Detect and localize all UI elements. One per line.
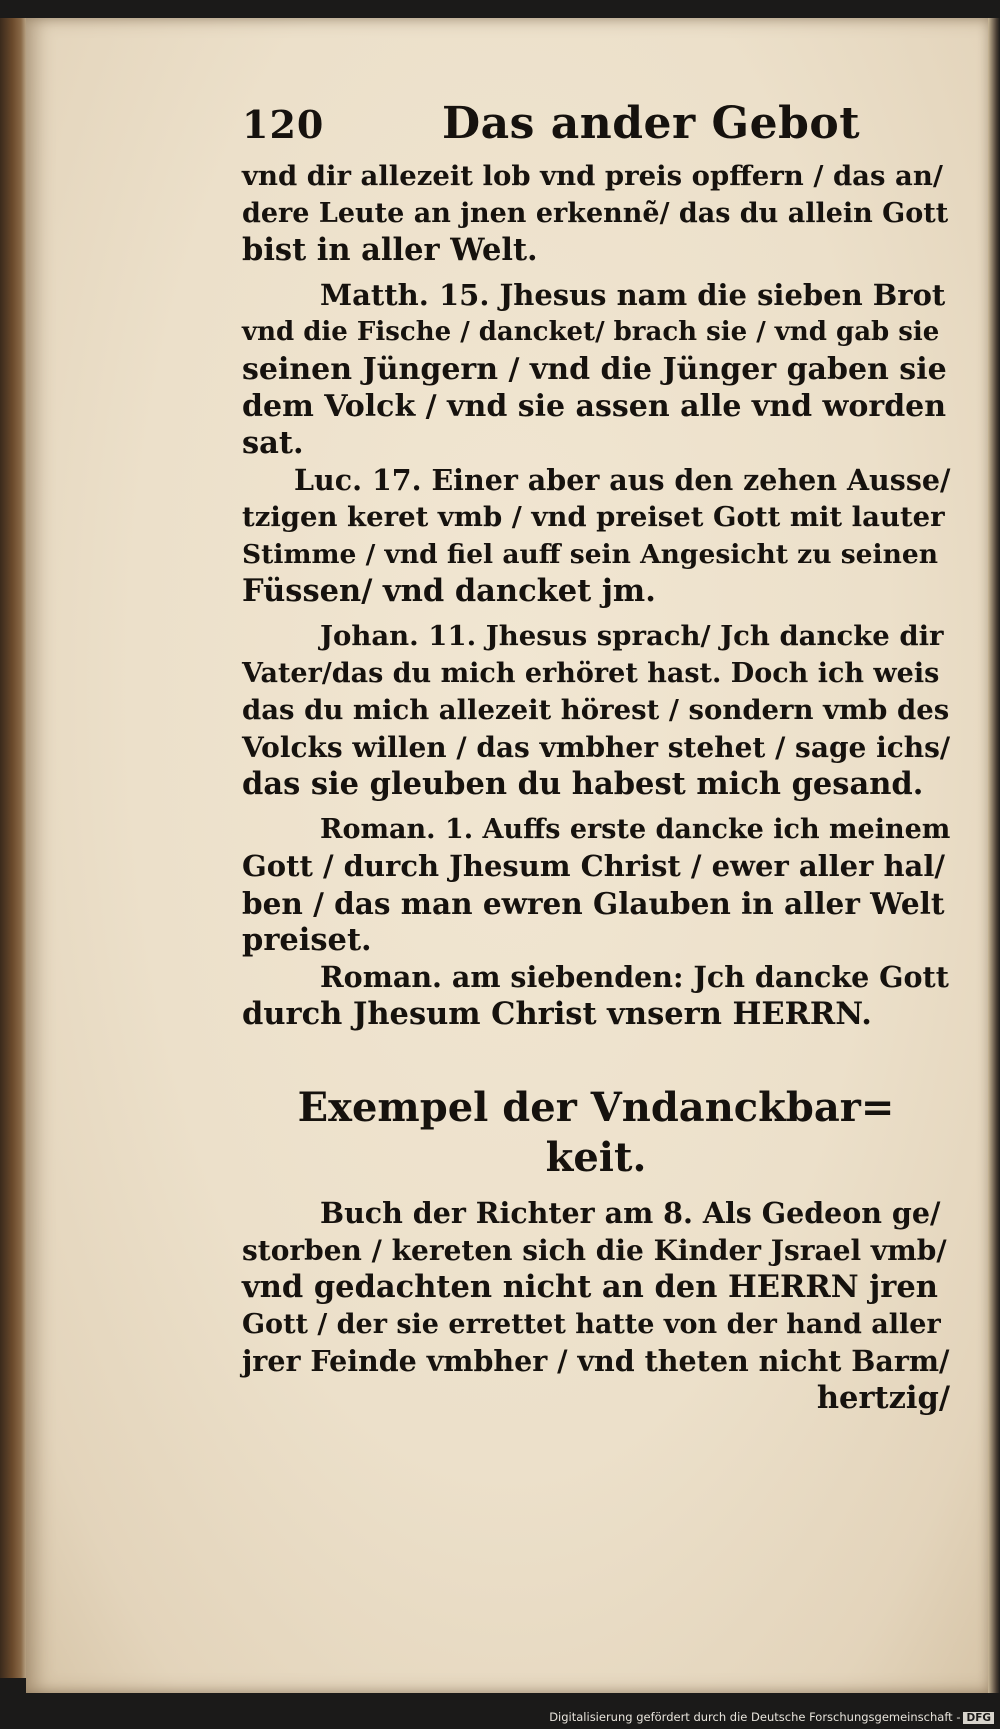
dfg-logo: DFG <box>963 1712 994 1724</box>
section-heading <box>242 1083 950 1183</box>
text-line: Matth. 15. Jhesus nam die sieben Brot <box>320 278 946 312</box>
text-line: Roman. am siebenden: Jch dancke Gott <box>320 960 949 994</box>
text-line: jrer Feinde vmbher / vnd theten nicht Barm/ <box>242 1344 950 1378</box>
catchword: hertzig/ <box>816 1380 950 1416</box>
text-line: vnd die Fische / dancket/ brach sie / vnd gab sie <box>242 317 940 347</box>
text-line: preiset. <box>242 922 372 958</box>
text-line: dere Leute an jnen erkennẽ/ das du allein Gott <box>242 198 949 229</box>
text-line: das du mich allezeit hörest / sondern vmb des <box>242 694 950 726</box>
text-line: Volcks willen / das vmbher stehet / sage ichs/ <box>242 731 951 764</box>
text-line: bist in aller Welt. <box>242 232 538 268</box>
text-line: vnd dir allezeit lob vnd preis opffern / das an/ <box>242 160 943 192</box>
page-number: 120 <box>242 102 325 147</box>
text-line: Gott / der sie errettet hatte von der hand aller <box>242 1309 941 1340</box>
text-line: Stimme / vnd fiel auff sein Angesicht zu seinen <box>242 539 938 570</box>
text-line: Gott / durch Jhesum Christ / ewer aller hal/ <box>242 849 945 883</box>
running-head-title: Das ander Gebot <box>442 98 861 149</box>
paragraph-matthew <box>242 277 950 462</box>
paragraph-john <box>242 618 950 803</box>
text-line: vnd gedachten nicht an den HERRN jren <box>242 1269 938 1305</box>
text-line: Luc. 17. Einer aber aus den zehen Ausse/ <box>294 463 951 497</box>
running-head <box>242 96 950 158</box>
text-line: ben / das man ewren Glauben in aller Welt <box>242 886 945 921</box>
section-heading-line: Exempel der Vndanckbar= <box>297 1084 895 1131</box>
digitization-credit <box>549 1710 994 1724</box>
credit-text: Digitalisierung gefördert durch die Deutsche Forschungsgemeinschaft - <box>549 1710 961 1724</box>
paragraph-romans-1 <box>242 811 950 959</box>
book-spine <box>0 18 28 1678</box>
text-line: Füssen/ vnd dancket jm. <box>242 573 656 609</box>
text-line: tzigen keret vmb / vnd preiset Gott mit lauter <box>242 501 945 533</box>
paragraph-luke <box>242 462 950 610</box>
text-line: Buch der Richter am 8. Als Gedeon ge/ <box>320 1196 941 1230</box>
text-block <box>242 96 950 1417</box>
paragraph-romans-7 <box>242 959 950 1033</box>
text-line: Roman. 1. Auffs erste dancke ich meinem <box>320 814 951 845</box>
text-line: seinen Jüngern / vnd die Jünger gaben sie <box>242 352 947 387</box>
text-line: Johan. 11. Jhesus sprach/ Jch dancke dir <box>320 620 944 652</box>
section-heading-line: keit. <box>545 1134 647 1181</box>
text-line: durch Jhesum Christ vnsern HERRN. <box>242 996 872 1032</box>
paragraph-continuation <box>242 158 950 269</box>
paragraph-judges <box>242 1195 950 1417</box>
page-edge <box>988 18 1000 1693</box>
text-line: das sie gleuben du habest mich gesand. <box>242 766 924 802</box>
text-line: dem Volck / vnd sie assen alle vnd worden <box>242 389 947 424</box>
text-line: sat. <box>242 425 304 461</box>
text-line: Vater/das du mich erhöret hast. Doch ich weis <box>242 658 940 689</box>
text-line: storben / kereten sich die Kinder Jsrael vmb/ <box>242 1234 947 1267</box>
